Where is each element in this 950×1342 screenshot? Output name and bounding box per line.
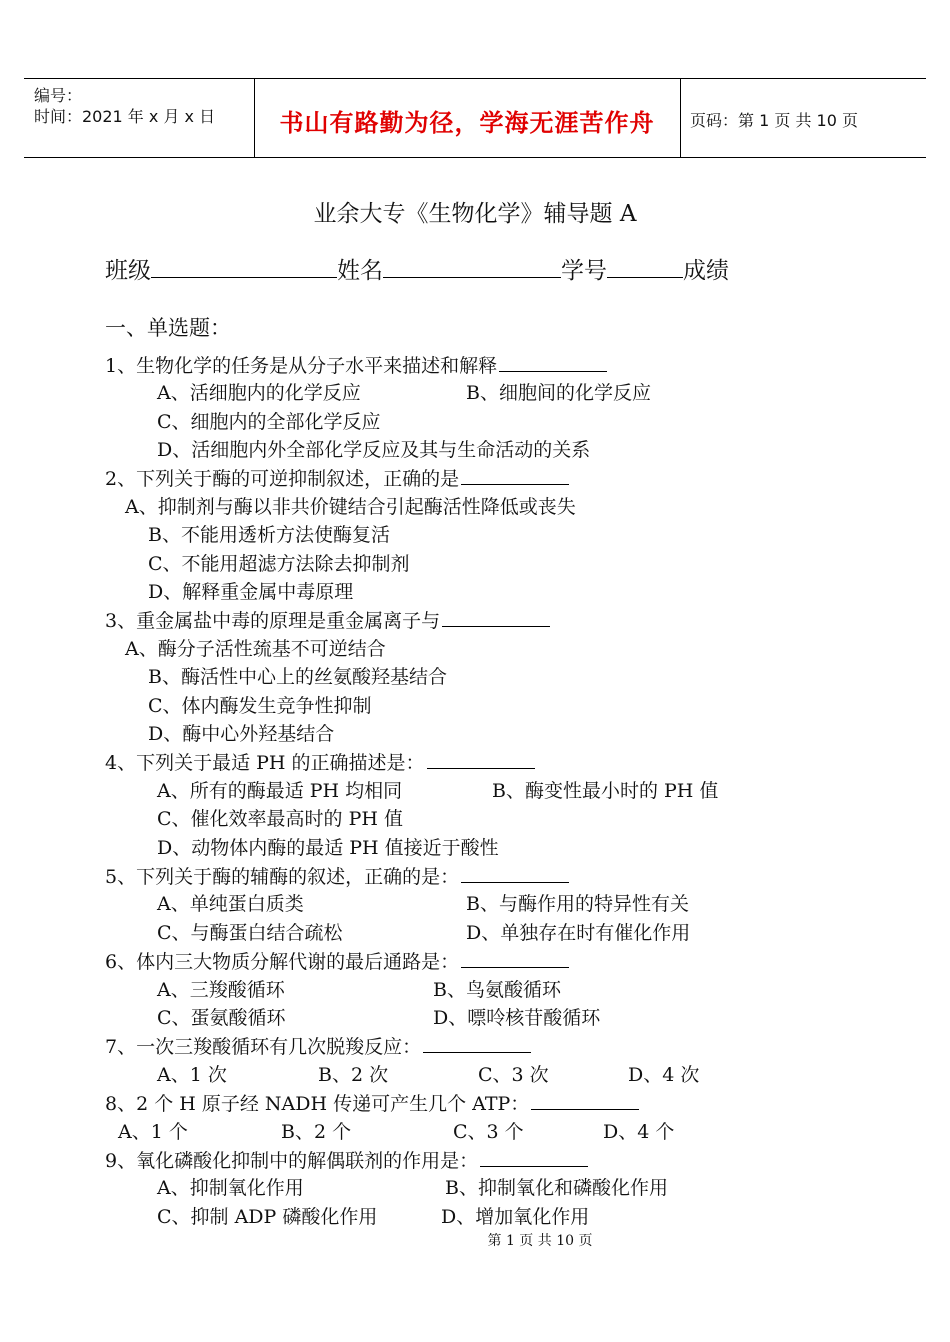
q4-option-d: D、动物体内酶的最适 PH 值接近于酸性 bbox=[157, 837, 499, 859]
q4-option-b: B、酶变性最小时的 PH 值 bbox=[492, 780, 719, 802]
id-blank[interactable] bbox=[607, 255, 683, 278]
question-stem bbox=[105, 1034, 531, 1059]
q3-option-c: C、体内酶发生竞争性抑制 bbox=[148, 695, 372, 717]
question-5-stem: 5、下列关于酶的辅酶的叙述，正确的是： bbox=[105, 866, 460, 888]
q8-option-a: A、1 个 bbox=[118, 1121, 188, 1143]
q9-option-b: B、抑制氧化和磷酸化作用 bbox=[445, 1177, 668, 1199]
q8-option-c: C、3 个 bbox=[453, 1121, 524, 1143]
q6-option-c: C、蛋氨酸循环 bbox=[157, 1007, 286, 1029]
page-footer: 第 1 页 共 10 页 bbox=[487, 1233, 593, 1249]
question-1-stem: 1、生物化学的任务是从分子水平来描述和解释 bbox=[105, 355, 498, 377]
q1-option-b: B、细胞间的化学反应 bbox=[466, 382, 651, 404]
answer-blank[interactable] bbox=[531, 1091, 639, 1110]
q5-option-c: C、与酶蛋白结合疏松 bbox=[157, 922, 343, 944]
q2-option-b: B、不能用透析方法使酶复活 bbox=[148, 524, 390, 546]
question-2-stem: 2、下列关于酶的可逆抑制叙述，正确的是 bbox=[105, 468, 460, 490]
q1-option-a: A、活细胞内的化学反应 bbox=[157, 382, 361, 404]
question-stem bbox=[105, 949, 569, 974]
id-label: 学号 bbox=[561, 258, 607, 284]
header-right-cell bbox=[680, 79, 926, 157]
q4-option-a: A、所有的酶最适 PH 均相同 bbox=[157, 780, 403, 802]
q2-option-a: A、抑制剂与酶以非共价键结合引起酶活性降低或丧失 bbox=[125, 496, 576, 518]
q5-option-d: D、单独存在时有催化作用 bbox=[466, 922, 691, 944]
question-3-stem: 3、重金属盐中毒的原理是重金属离子与 bbox=[105, 610, 441, 632]
answer-blank[interactable] bbox=[480, 1148, 588, 1167]
question-6-stem: 6、体内三大物质分解代谢的最后通路是： bbox=[105, 951, 460, 973]
q6-option-a: A、三羧酸循环 bbox=[157, 979, 285, 1001]
q5-option-b: B、与酶作用的特异性有关 bbox=[466, 893, 689, 915]
q9-option-c: C、抑制 ADP 磷酸化作用 bbox=[157, 1206, 378, 1228]
name-label: 姓名 bbox=[337, 258, 383, 284]
header-middle-cell bbox=[254, 79, 681, 157]
q2-option-d: D、解释重金属中毒原理 bbox=[148, 581, 354, 603]
time-label: 时间：2021 年 x 月 x 日 bbox=[34, 107, 216, 126]
q3-option-d: D、酶中心外羟基结合 bbox=[148, 723, 335, 745]
motto: 书山有路勤为径，学海无涯苦作舟 bbox=[279, 109, 655, 137]
class-label: 班级 bbox=[105, 258, 151, 284]
section-title: 一、单选题： bbox=[105, 316, 231, 340]
question-stem bbox=[105, 466, 569, 491]
q3-option-b: B、酶活性中心上的丝氨酸羟基结合 bbox=[148, 666, 447, 688]
answer-blank[interactable] bbox=[461, 466, 569, 485]
q7-option-c: C、3 次 bbox=[478, 1064, 549, 1086]
q4-option-c: C、催化效率最高时的 PH 值 bbox=[157, 808, 403, 830]
q1-option-c: C、细胞内的全部化学反应 bbox=[157, 411, 381, 433]
q6-option-b: B、鸟氨酸循环 bbox=[433, 979, 561, 1001]
question-stem bbox=[105, 750, 535, 775]
header-left-cell bbox=[24, 79, 255, 157]
q2-option-c: C、不能用超滤方法除去抑制剂 bbox=[148, 553, 410, 575]
q6-option-d: D、嘌呤核苷酸循环 bbox=[433, 1007, 601, 1029]
q7-option-a: A、1 次 bbox=[157, 1064, 227, 1086]
q8-option-d: D、4 个 bbox=[603, 1121, 675, 1143]
q5-option-a: A、单纯蛋白质类 bbox=[157, 893, 304, 915]
q9-option-d: D、增加氧化作用 bbox=[441, 1206, 590, 1228]
answer-blank[interactable] bbox=[461, 949, 569, 968]
serial-label: 编号： bbox=[34, 86, 83, 105]
student-info-row bbox=[105, 252, 729, 285]
q7-option-d: D、4 次 bbox=[628, 1064, 700, 1086]
question-stem bbox=[105, 864, 569, 889]
class-blank[interactable] bbox=[151, 255, 337, 278]
answer-blank[interactable] bbox=[499, 353, 607, 372]
document-header bbox=[24, 78, 926, 158]
q8-option-b: B、2 个 bbox=[281, 1121, 352, 1143]
question-4-stem: 4、下列关于最适 PH 的正确描述是： bbox=[105, 752, 425, 774]
question-stem bbox=[105, 1091, 639, 1116]
answer-blank[interactable] bbox=[423, 1034, 531, 1053]
question-7-stem: 7、一次三羧酸循环有几次脱羧反应： bbox=[105, 1036, 422, 1058]
page-info: 页码：第 1 页 共 10 页 bbox=[690, 111, 858, 130]
answer-blank[interactable] bbox=[461, 864, 569, 883]
name-blank[interactable] bbox=[383, 255, 561, 278]
q3-option-a: A、酶分子活性巯基不可逆结合 bbox=[125, 638, 386, 660]
q9-option-a: A、抑制氧化作用 bbox=[157, 1177, 304, 1199]
score-label: 成绩 bbox=[683, 258, 729, 284]
question-stem bbox=[105, 608, 550, 633]
q1-option-d: D、活细胞内外全部化学反应及其与生命活动的关系 bbox=[157, 439, 591, 461]
question-8-stem: 8、2 个 H 原子经 NADH 传递可产生几个 ATP： bbox=[105, 1093, 530, 1115]
answer-blank[interactable] bbox=[442, 608, 550, 627]
question-stem bbox=[105, 353, 607, 378]
page-title: 业余大专《生物化学》辅导题 A bbox=[313, 201, 637, 227]
answer-blank[interactable] bbox=[427, 750, 535, 769]
q7-option-b: B、2 次 bbox=[318, 1064, 389, 1086]
question-stem bbox=[105, 1148, 588, 1173]
question-9-stem: 9、氧化磷酸化抑制中的解偶联剂的作用是： bbox=[105, 1150, 479, 1172]
